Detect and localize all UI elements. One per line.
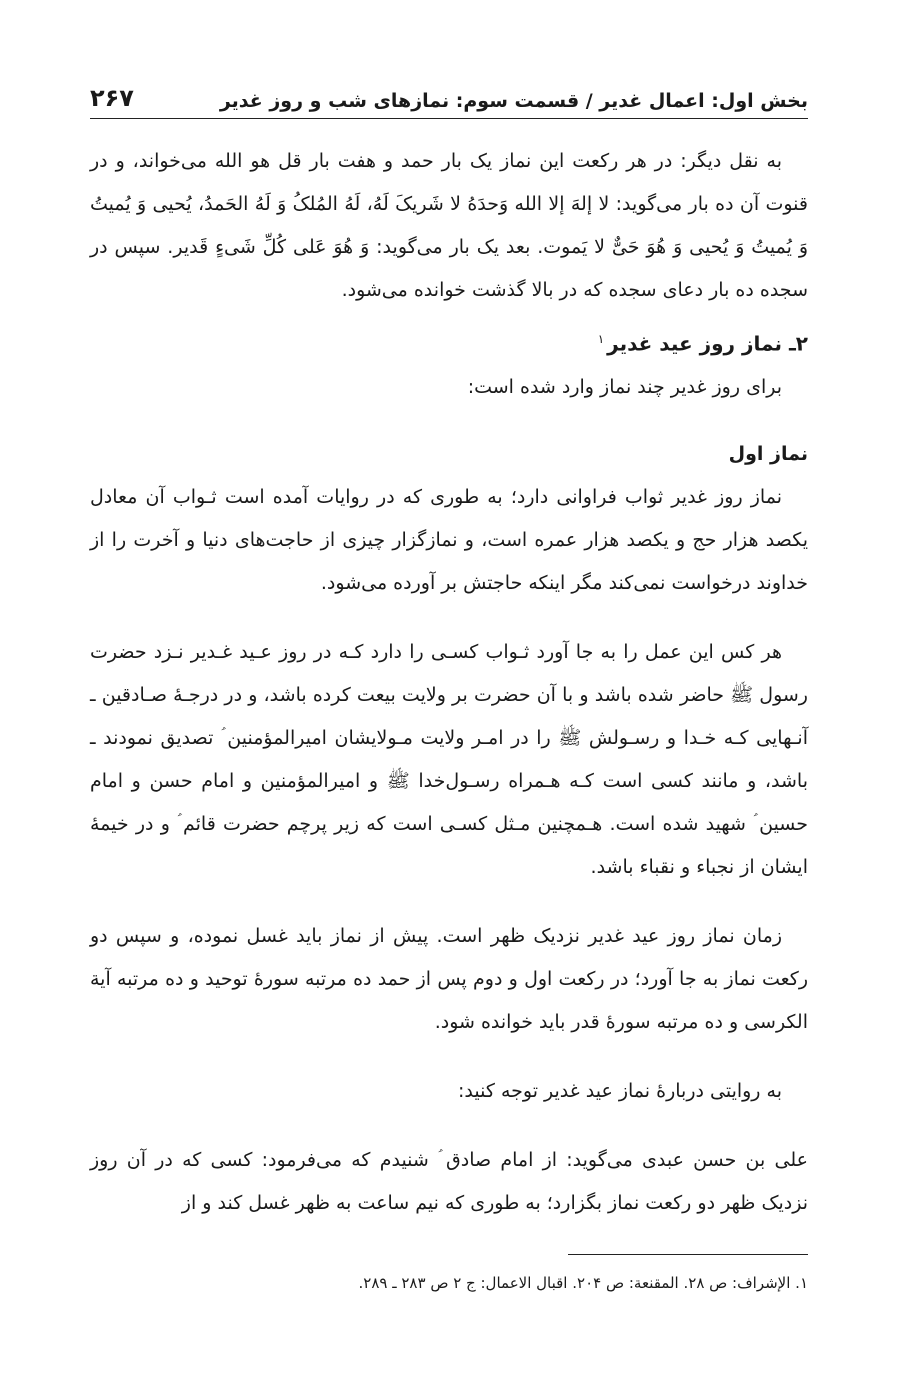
section-heading-2 (90, 318, 808, 366)
page-number: ۲۶۷ (90, 84, 134, 112)
paragraph-4: هر کس این عمل را به جا آورد ثـواب کسـی را دارد کـه در روز عـید غـدیر نـزد حضرت رسول ﷺ حاضر شده باشد و با آن حضرت بر ولایت بیعت کرده باشد، و در درجـۀ صـادقین ـ آنـهایی کـه خـدا و رسـولش ﷺ را در امـر ولایت مـولایشان امیرالمؤمنین ؑ تصدیق نمودند ـ باشد، و مانند کسی است کـه هـمراه رسـول‌خدا ﷺ و امیرالمؤمنین و امام حسن و امام حسین ؑ شهید شده است. هـمچنین مـثل کسـی است که زیر پرچم حضرت قائم ؑ و در خیمۀ ایشان از نجباء و نقباء باشد. (90, 640, 808, 878)
footnote-marker[interactable]: ۱ (597, 332, 605, 346)
sub-heading-first-prayer: نماز اول (728, 442, 808, 465)
running-head (90, 72, 808, 112)
paragraph-7: علی بن حسن عبدی می‌گوید: از امام صادق ؑ شنیدم که می‌فرمود: کسی که در آن روز نزدیک ظهر دو رکعت نماز بگزارد؛ به طوری که نیم ساعت به ظهر غسل کند و از (90, 1148, 808, 1214)
section-heading-2-text: ۲ـ نماز روز عید غدیر (607, 331, 808, 356)
paragraph-3: نماز روز غدیر ثواب فراوانی دارد؛ به طوری که در روایات آمده است ثـواب آن معادل یکصد هزار حج و یکصد هزار عمره است، و نمازگزار چیزی از حاجت‌های دنیا و آخرت را از خداوند درخواست نمی‌کند مگر اینکه حاجتش بر آورده می‌شود. (90, 485, 808, 594)
running-head-title: بخش اول: اعمال غدیر / قسمت سوم: نمازهای شب و روز غدیر (219, 90, 808, 112)
main-text (90, 140, 808, 1225)
footnote-divider (568, 1254, 808, 1255)
footnote: ۱. الإشراف: ص ۲۸. المقنعة: ص ۲۰۴. اقبال الاعمال: ج ۲ ص ۲۸۳ ـ ۲۸۹. (358, 1274, 808, 1292)
header-divider (90, 118, 808, 119)
paragraph-5: زمان نماز روز عید غدیر نزدیک ظهر است. پیش از نماز باید غسل نموده، و سپس دو رکعت نماز به جا آورد؛ در رکعت اول و دوم پس از حمد ده مرتبه سورۀ توحید و ده مرتبه آیة الکرسی و ده مرتبه سورۀ قدر باید خوانده شود. (90, 924, 808, 1033)
paragraph-1: به نقل دیگر: در هر رکعت این نماز یک بار حمد و هفت بار قل هو الله می‌خواند، و در قنوت آن ده بار می‌گوید: لا إلهَ إلا الله وَحدَهُ لا شَریکَ لَهُ، لَهُ المُلکُ وَ لَهُ الحَمدُ، یُحیی وَ یُمیتُ وَ یُمیتُ وَ یُحیی وَ هُوَ حَیٌّ لا یَموت. بعد یک بار می‌گوید: وَ هُوَ عَلی کُلِّ شَیءٍ قَدیر. سپس در سجده ده بار دعای سجده که در بالا گذشت خوانده می‌شود. (90, 150, 808, 301)
paragraph-6: به روایتی دربارۀ نماز عید غدیر توجه کنید: (458, 1079, 782, 1102)
paragraph-2: برای روز غدیر چند نماز وارد شده است: (467, 375, 782, 398)
